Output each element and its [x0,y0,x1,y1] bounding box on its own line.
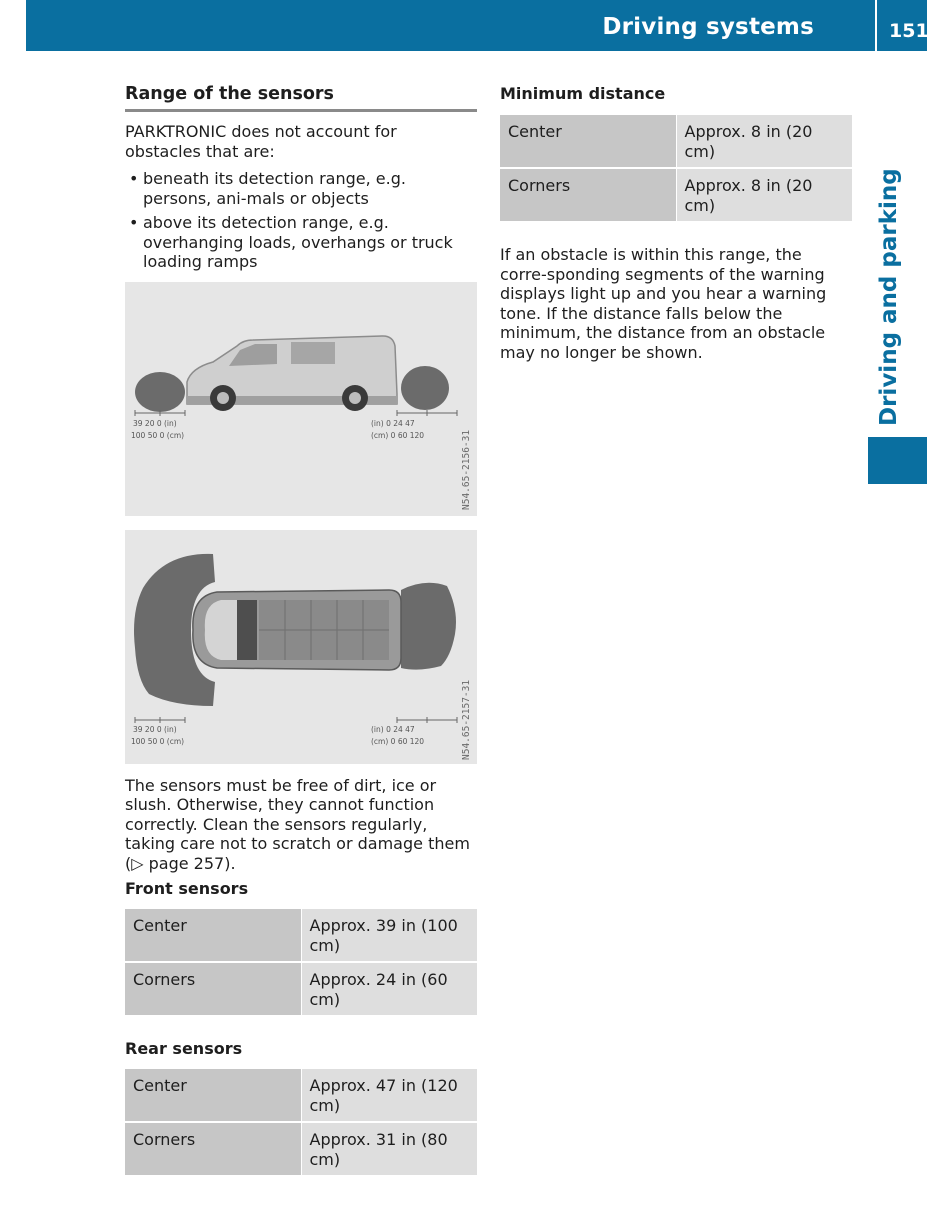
front-sensors-title: Front sensors [125,879,249,898]
distance-scale-front [135,410,185,416]
rear-scale-inches: (in) 0 24 47 [371,418,415,428]
header-divider [875,0,877,51]
table-row [125,1122,477,1176]
bullet-item: • above its detection range, e.g. overhanging loads, overhangs or truck loading ramps [125,213,477,272]
table-row [125,962,477,1016]
front-scale-inches: 39 20 0 (in) [133,724,177,734]
rear-detection-zone [401,582,456,669]
van-side-icon [187,336,397,411]
intro-text: PARKTRONIC does not account for obstacles that are: [125,122,397,161]
sensors-note: The sensors must be free of dirt, ice or slush. Otherwise, they cannot function correctly. Clean the sensors regularly, taking care not to scratch or damage them (▷ page 257). [125,775,470,873]
table-row [125,909,477,962]
distance-scale-rear [397,717,457,723]
header-bar [26,0,927,51]
side-view-diagram [125,282,477,516]
figure-code: N54.65-2156-31 [461,429,472,510]
figure-code: N54.65-2157-31 [461,679,472,760]
left-column [125,84,477,1177]
table-key: Center [125,1069,301,1122]
section-title: Range of the sensors [125,84,477,112]
van-top-icon [193,590,401,670]
table-value: Approx. 47 in (120 cm) [301,1069,477,1122]
table-key: Center [500,115,676,168]
table-key: Corners [125,1122,301,1176]
front-scale-cm: 100 50 0 (cm) [131,736,185,746]
bullet-list [125,169,477,272]
rear-sensors-title: Rear sensors [125,1039,243,1058]
table-row [500,168,852,222]
minimum-distance-title: Minimum distance [500,84,666,103]
front-scale-cm: 100 50 0 (cm) [131,430,185,440]
side-tab-label: Driving and parking [876,168,902,426]
bullet-item: • beneath its detection range, e.g. persons, ani-mals or objects [125,169,477,208]
table-row [125,1069,477,1122]
rear-scale-cm: (cm) 0 60 120 [371,430,425,440]
chapter-title: Driving systems [602,14,814,40]
page-number: 151 [889,20,929,42]
top-view-illustration [125,530,477,764]
top-view-diagram [125,530,477,764]
table-key: Center [125,909,301,962]
table-key: Corners [125,962,301,1016]
front-detection-zone [135,372,185,412]
rear-detection-zone [401,366,449,410]
front-sensors-table [125,909,477,1017]
rear-scale-inches: (in) 0 24 47 [371,724,415,734]
table-value: Approx. 39 in (100 cm) [301,909,477,962]
table-key: Corners [500,168,676,222]
side-tab-marker [868,437,927,484]
table-value: Approx. 24 in (60 cm) [301,962,477,1016]
minimum-distance-table [500,115,852,223]
side-view-illustration [125,282,477,516]
minimum-distance-note: If an obstacle is within this range, the corre-sponding segments of the warning displays light up and you hear a warning tone. If the distance falls below the minimum, the distance from an obstacle may no longer be shown. [500,245,827,362]
table-value: Approx. 31 in (80 cm) [301,1122,477,1176]
table-row [500,115,852,168]
front-scale-inches: 39 20 0 (in) [133,418,177,428]
rear-sensors-table [125,1069,477,1177]
right-column [500,84,852,362]
distance-scale-front [135,717,185,723]
table-value: Approx. 8 in (20 cm) [676,168,852,222]
rear-scale-cm: (cm) 0 60 120 [371,736,425,746]
distance-scale-rear [397,410,457,416]
table-value: Approx. 8 in (20 cm) [676,115,852,168]
